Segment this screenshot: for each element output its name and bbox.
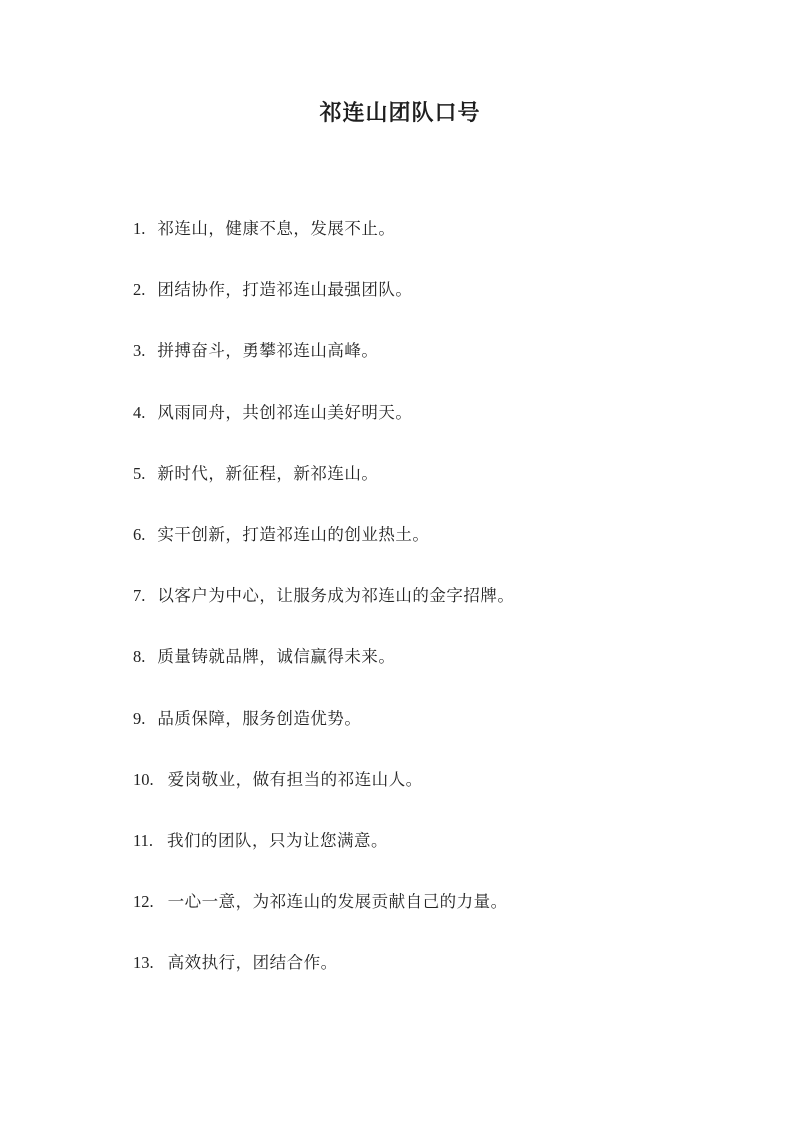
slogan-number: 6. <box>133 524 146 544</box>
slogan-text: 团结协作，打造祁连山最强团队。 <box>157 280 413 300</box>
slogan-text: 祁连山，健康不息，发展不止。 <box>157 219 396 238</box>
slogan-number: 9. <box>133 708 146 728</box>
slogan-number: 4. <box>133 402 146 422</box>
slogan-item-1 <box>133 214 514 275</box>
slogan-item-2 <box>133 275 514 336</box>
slogan-number: 2. <box>133 280 146 300</box>
slogan-text: 一心一意，为祁连山的发展贡献自己的力量。 <box>167 892 508 912</box>
slogan-item-3 <box>133 336 514 397</box>
slogan-text: 爱岗敬业，做有担当的祁连山人。 <box>167 769 423 789</box>
slogan-item-7 <box>133 581 514 642</box>
slogan-item-12 <box>133 887 514 948</box>
slogan-text: 以客户为中心，让服务成为祁连山的金字招牌。 <box>157 586 515 606</box>
slogan-text: 质量铸就品牌，诚信赢得未来。 <box>157 647 396 667</box>
slogan-item-13 <box>133 948 514 1009</box>
slogan-number: 1. <box>133 219 146 238</box>
document-title: 祁连山团队口号 <box>319 100 481 126</box>
slogan-item-9 <box>133 704 514 765</box>
slogan-number: 3. <box>133 341 146 361</box>
slogan-number: 8. <box>133 647 146 667</box>
slogan-item-6 <box>133 520 514 581</box>
slogan-text: 我们的团队，只为让您满意。 <box>167 830 389 850</box>
slogan-number: 10. <box>133 769 154 789</box>
slogan-item-11 <box>133 826 514 887</box>
slogan-number: 13. <box>133 953 154 973</box>
slogan-text: 拼搏奋斗，勇攀祁连山高峰。 <box>157 341 379 361</box>
slogan-text: 高效执行，团结合作。 <box>167 953 338 973</box>
slogan-number: 11. <box>133 830 154 850</box>
slogan-text: 新时代，新征程，新祁连山。 <box>157 463 379 483</box>
slogan-text: 实干创新，打造祁连山的创业热土。 <box>157 524 430 544</box>
slogan-number: 5. <box>133 463 146 483</box>
slogan-item-8 <box>133 642 514 703</box>
slogan-number: 7. <box>133 586 146 606</box>
slogan-text: 风雨同舟，共创祁连山美好明天。 <box>157 402 413 422</box>
slogan-item-10 <box>133 765 514 826</box>
slogan-text: 品质保障，服务创造优势。 <box>157 708 362 728</box>
slogan-list <box>133 214 514 1009</box>
slogan-item-5 <box>133 459 514 520</box>
slogan-number: 12. <box>133 892 154 912</box>
slogan-item-4 <box>133 398 514 459</box>
